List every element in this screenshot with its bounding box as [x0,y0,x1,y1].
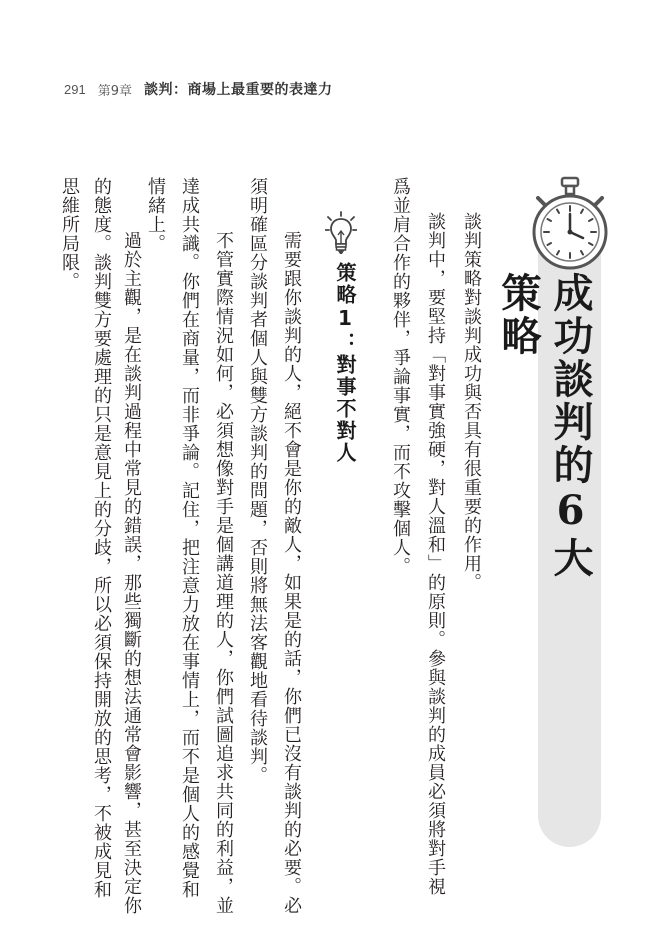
strategy-line-1: 需要跟你談判的人，絕不會是你的敵人，如果是的話，你們已沒有談判的必要。必 [281,212,302,915]
intro-line-1: 談判策略對談判成功與否具有很重要的作用。 [461,212,482,592]
strategy-heading: 策略1：對事不對人 [333,262,357,464]
strategy-line-4: 達成共識。你們在商量，而非爭論。記住，把注意力放在事情上，而不是個人的感覺和 [179,177,200,899]
chapter-label: 第9章 [97,83,132,99]
strategy-line-3: 不管實際情況如何，必須想像對手是個講道理的人，你們試圖追求共同的利益，並 [213,212,234,915]
strategy-line-7: 的態度。談判雙方要處理的只是意見上的分歧，所以必須保持開放的思考，不被成見和 [91,177,112,899]
strategy-line-5: 情緒上。 [145,177,166,253]
strategy-line-6: 過於主觀，是在談判過程中常見的錯誤，那些獨斷的想法通常會影響，甚至決定你 [121,212,142,915]
section-title: 成功談判的6大策略 [495,272,594,580]
strategy-line-8: 思維所局限。 [59,177,80,291]
strategy-line-2: 須明確區分談判者個人與雙方談判的問題，否則將無法客觀地看待談判。 [247,177,268,785]
intro-line-2: 談判中，要堅持「對事實強硬，對人溫和」的原則。參與談判的成員必須將對手視 [425,212,446,896]
running-header [64,78,332,100]
intro-line-3: 爲並肩合作的夥伴，爭論事實，而不攻擊個人。 [390,177,411,576]
stopwatch-icon [526,176,614,276]
chapter-title: 談判：商場上最重要的表達力 [143,82,333,98]
page-number: 291 [64,81,86,97]
lightbulb-icon [325,211,357,257]
